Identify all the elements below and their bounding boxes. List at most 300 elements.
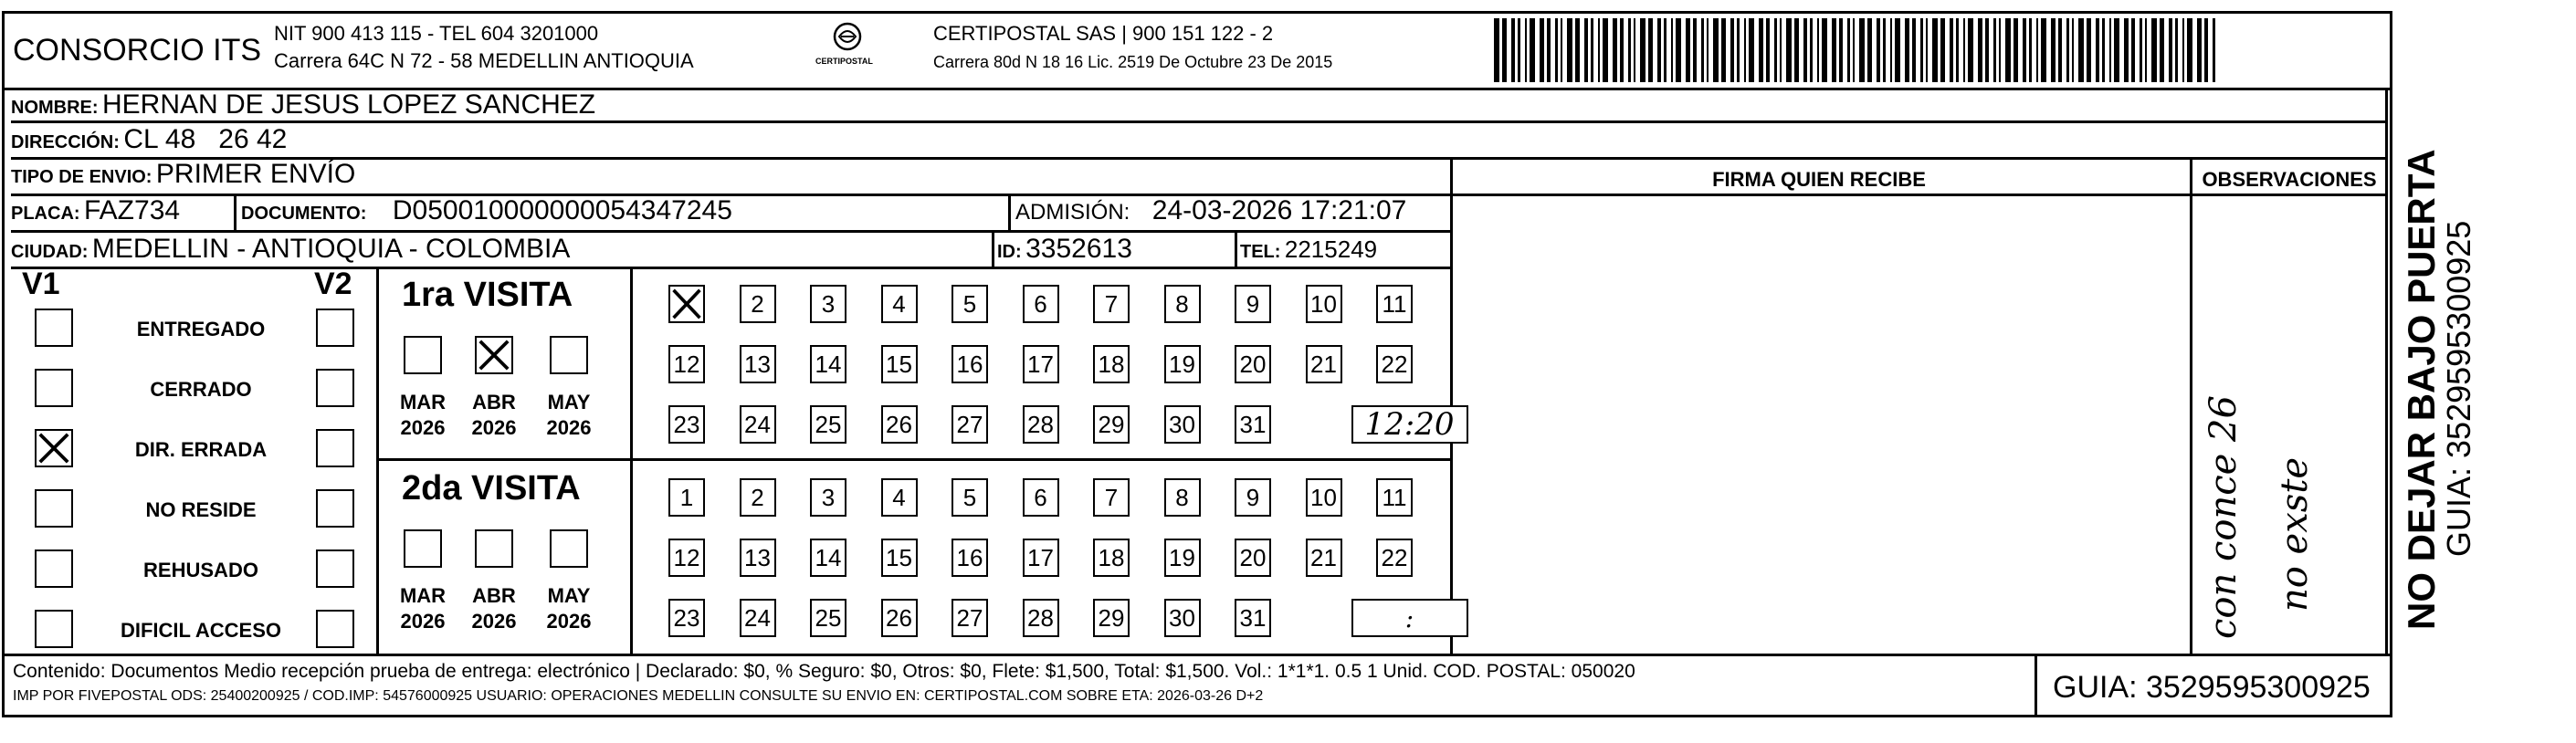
- observaciones-handwritten-1: con conce 26: [2203, 395, 2245, 639]
- v1-checkbox-1[interactable]: [35, 309, 73, 347]
- barcode-bar: [2036, 18, 2038, 82]
- barcode-bar: [2213, 18, 2215, 82]
- day-number: 20: [1239, 543, 1267, 571]
- visit-2-time-box[interactable]: [1351, 599, 1468, 637]
- barcode-bar: [1603, 18, 1608, 82]
- barcode-bar: [2029, 18, 2032, 82]
- barcode: [1490, 18, 2221, 82]
- barcode-bar: [1575, 18, 1580, 82]
- visit-2-month-label-1: MAR: [399, 584, 447, 607]
- visit-2-day-12[interactable]: [668, 539, 705, 577]
- tel-field: [1240, 235, 1377, 264]
- barcode-bar: [1511, 18, 1515, 82]
- visit-2-day-22[interactable]: [1376, 539, 1413, 577]
- barcode-bar: [1794, 18, 1799, 82]
- barcode-bar: [2058, 18, 2062, 82]
- visit-title-1: 1ra VISITA: [402, 276, 573, 314]
- barcode-bar: [2023, 18, 2026, 82]
- admision-label: ADMISIÓN:: [1015, 200, 1130, 225]
- v1-checkbox-5[interactable]: [35, 549, 73, 588]
- visit-2-month-label-3: MAY: [547, 584, 591, 607]
- visit-2-day-2[interactable]: [740, 478, 776, 517]
- day-number: 11: [1382, 483, 1407, 511]
- visit-2-year-label-1: 2026: [400, 610, 446, 633]
- id-value: 3352613: [1025, 234, 1132, 264]
- day-number: 15: [886, 350, 912, 378]
- footer-guia: GUIA: 3529595300925: [2053, 670, 2371, 705]
- visit-1-month-checkbox-3[interactable]: [550, 336, 588, 374]
- visit-2-day-31[interactable]: [1235, 599, 1271, 637]
- visit-1-day-11[interactable]: [1376, 285, 1413, 323]
- visit-1-day-5[interactable]: [952, 285, 988, 323]
- barcode-bar: [1978, 18, 1982, 82]
- barcode-bar: [2197, 18, 2202, 82]
- barcode-bar: [1502, 18, 1507, 82]
- visit-1-time-box[interactable]: [1351, 405, 1468, 444]
- barcode-bar: [2204, 18, 2208, 82]
- x-mark-icon: [477, 338, 511, 372]
- day-number: 29: [1098, 603, 1125, 632]
- barcode-bar: [1628, 18, 1631, 82]
- barcode-bar: [1920, 18, 1923, 82]
- row-divider-2: [11, 157, 2385, 160]
- barcode-bar: [1839, 18, 1843, 82]
- barcode-bar: [1518, 18, 1520, 82]
- barcode-bar: [2124, 18, 2129, 82]
- barcode-bar: [1832, 18, 1836, 82]
- day-number: 8: [1175, 289, 1189, 318]
- visit-1-month-label-3: MAY: [547, 391, 591, 413]
- visit-row-divider: [376, 458, 1450, 461]
- observaciones-left-border: [2190, 159, 2192, 654]
- v2-checkbox-6[interactable]: [316, 610, 354, 648]
- placa-label: PLACA:: [11, 204, 80, 224]
- barcode-bar: [1810, 18, 1813, 82]
- visit-1-day-20[interactable]: [1235, 345, 1271, 383]
- barcode-bar: [1786, 18, 1792, 82]
- barcode-bar: [1744, 18, 1746, 82]
- barcode-bar: [1759, 18, 1763, 82]
- visit-2-day-14[interactable]: [810, 539, 846, 577]
- admision-field: [1015, 195, 1406, 226]
- visit-2-day-4[interactable]: [881, 478, 918, 517]
- barcode-bar: [2072, 18, 2074, 82]
- barcode-bar: [1932, 18, 1938, 82]
- barcode-bar: [2051, 18, 2056, 82]
- barcode-bar: [1993, 18, 1996, 82]
- tipo-label: TIPO DE ENVIO:: [11, 167, 152, 187]
- day-number: 24: [744, 603, 771, 632]
- barcode-bar: [1540, 18, 1544, 82]
- certipostal-logo-text: CERTIPOSTAL: [815, 57, 873, 66]
- day-number: 2: [751, 483, 764, 511]
- v2-checkbox-2[interactable]: [316, 369, 354, 407]
- visit-1-day-23[interactable]: [668, 405, 705, 444]
- barcode-bar: [2078, 18, 2084, 82]
- barcode-bar: [1707, 18, 1709, 82]
- visit-1-day-14[interactable]: [810, 345, 846, 383]
- barcode-bar: [1634, 18, 1635, 82]
- visit-1-day-8[interactable]: [1164, 285, 1201, 323]
- day-number: 7: [1104, 483, 1119, 511]
- barcode-bar: [1713, 18, 1719, 82]
- barcode-bar: [1721, 18, 1726, 82]
- barcode-bar: [2005, 18, 2011, 82]
- barcode-bar: [2182, 18, 2184, 82]
- visit-2-day-11[interactable]: [1376, 478, 1413, 517]
- observaciones-label: OBSERVACIONES: [2202, 168, 2377, 191]
- visit-2-day-23[interactable]: [668, 599, 705, 637]
- company-nit: NIT 900 413 115 - TEL 604 3201000: [274, 22, 599, 45]
- day-number: 27: [956, 410, 983, 438]
- visit-1-day-18[interactable]: [1093, 345, 1130, 383]
- day-number: 14: [815, 543, 842, 571]
- visit-1-day-16[interactable]: [952, 345, 988, 383]
- data-right-border: [2385, 88, 2388, 654]
- barcode-bar: [1648, 18, 1653, 82]
- barcode-bar: [1494, 18, 1499, 82]
- barcode-bar: [1567, 18, 1572, 82]
- visit-1-day-9[interactable]: [1235, 285, 1271, 323]
- visit-time-value: 12:20: [1364, 406, 1455, 443]
- barcode-bar: [1640, 18, 1645, 82]
- day-number: 29: [1098, 410, 1125, 438]
- v2-header: V2: [314, 267, 352, 301]
- day-number: 31: [1239, 410, 1267, 438]
- barcode-bar: [1598, 18, 1600, 82]
- v1-header: V1: [22, 267, 60, 301]
- barcode-bar: [2175, 18, 2178, 82]
- barcode-bar: [2187, 18, 2192, 82]
- day-number: 12: [673, 350, 700, 378]
- visit-1-day-24[interactable]: [740, 405, 776, 444]
- barcode-bar: [2066, 18, 2069, 82]
- visit-1-day-15[interactable]: [881, 345, 918, 383]
- day-number: 1: [679, 483, 694, 511]
- visit-1-year-label-2: 2026: [471, 416, 517, 439]
- visit-2-day-29[interactable]: [1093, 599, 1130, 637]
- barcode-bar: [1530, 18, 1535, 82]
- row-divider-5: [11, 267, 1450, 269]
- barcode-bar: [2102, 18, 2105, 82]
- day-number: 17: [1027, 350, 1054, 378]
- v1-checkbox-3[interactable]: [35, 429, 73, 467]
- visit-2-day-5[interactable]: [952, 478, 988, 517]
- status-label-6: DIFICIL ACCESO: [120, 619, 281, 642]
- side-warning: NO DEJAR BAJO PUERTA: [2400, 149, 2443, 630]
- barcode-bar: [2109, 18, 2111, 82]
- day-number: 22: [1381, 543, 1408, 571]
- visit-1-day-25[interactable]: [810, 405, 846, 444]
- visit-2-day-16[interactable]: [952, 539, 988, 577]
- day-number: 3: [821, 483, 836, 511]
- ciudad-divider: [992, 232, 994, 267]
- visit-1-month-label-2: ABR: [472, 391, 516, 413]
- visit-1-day-1[interactable]: [668, 285, 705, 323]
- barcode-bar: [1664, 18, 1667, 82]
- visit-1-day-19[interactable]: [1164, 345, 1201, 383]
- visit-1-month-label-1: MAR: [399, 391, 447, 413]
- barcode-bar: [1701, 18, 1704, 82]
- row-divider-1: [11, 120, 2385, 123]
- id-field: [997, 234, 1132, 265]
- barcode-bar: [2041, 18, 2046, 82]
- barcode-bar: [2169, 18, 2172, 82]
- tel-label: TEL:: [1240, 242, 1281, 262]
- barcode-bar: [2145, 18, 2147, 82]
- company-name: CONSORCIO ITS: [13, 33, 262, 68]
- day-number: 25: [815, 603, 842, 632]
- visit-2-day-1[interactable]: [668, 478, 705, 517]
- barcode-bar: [1555, 18, 1558, 82]
- barcode-bar: [1561, 18, 1562, 82]
- visit-2-day-30[interactable]: [1164, 599, 1201, 637]
- day-number: 18: [1098, 350, 1125, 378]
- barcode-bar: [1968, 18, 1973, 82]
- visit-1-day-21[interactable]: [1306, 345, 1342, 383]
- visit-1-day-6[interactable]: [1023, 285, 1059, 323]
- barcode-bar: [2096, 18, 2099, 82]
- id-divider: [1235, 232, 1237, 267]
- v1-checkbox-4[interactable]: [35, 489, 73, 528]
- v1-checkbox-2[interactable]: [35, 369, 73, 407]
- id-label: ID:: [997, 242, 1022, 262]
- visit-1-day-31[interactable]: [1235, 405, 1271, 444]
- visit-1-month-checkbox-1[interactable]: [404, 336, 442, 374]
- day-number: 13: [744, 350, 771, 378]
- day-number: 9: [1246, 483, 1260, 511]
- barcode-bar: [2131, 18, 2135, 82]
- visit-2-month-label-2: ABR: [472, 584, 516, 607]
- visit-time-value: :: [1404, 602, 1414, 633]
- visit-2-day-7[interactable]: [1093, 478, 1130, 517]
- visit-2-day-13[interactable]: [740, 539, 776, 577]
- barcode-bar: [1940, 18, 1945, 82]
- day-number: 6: [1034, 483, 1047, 511]
- day-number: 15: [886, 543, 912, 571]
- day-number: 9: [1246, 289, 1260, 318]
- visit-2-day-27[interactable]: [952, 599, 988, 637]
- visit-1-day-26[interactable]: [881, 405, 918, 444]
- visit-2-day-28[interactable]: [1023, 599, 1059, 637]
- day-number: 22: [1381, 350, 1408, 378]
- status-label-3: DIR. ERRADA: [134, 438, 268, 461]
- visit-2-day-15[interactable]: [881, 539, 918, 577]
- status-label-4: NO RESIDE: [145, 498, 257, 521]
- barcode-bar: [1774, 18, 1777, 82]
- day-number: 5: [962, 483, 977, 511]
- day-number: 23: [673, 410, 700, 438]
- day-number: 20: [1239, 350, 1267, 378]
- day-number: 2: [751, 289, 764, 318]
- direccion-value: CL 48 26 42: [123, 124, 288, 154]
- visit-2-day-21[interactable]: [1306, 539, 1342, 577]
- day-number: 16: [956, 543, 983, 571]
- admision-value: 24-03-2026 17:21:07: [1151, 195, 1407, 225]
- barcode-bar: [1877, 18, 1880, 82]
- barcode-bar: [1883, 18, 1886, 82]
- barcode-bar: [1847, 18, 1850, 82]
- barcode-bar: [1905, 18, 1909, 82]
- day-number: 17: [1027, 543, 1054, 571]
- day-number: 13: [744, 543, 771, 571]
- visit-1-day-3[interactable]: [810, 285, 846, 323]
- visit-2-day-20[interactable]: [1235, 539, 1271, 577]
- barcode-bar: [1822, 18, 1827, 82]
- barcode-bar: [1766, 18, 1770, 82]
- barcode-bar: [2114, 18, 2119, 82]
- barcode-bar: [1999, 18, 2001, 82]
- day-number: 26: [886, 410, 912, 438]
- tel-value: 2215249: [1284, 235, 1378, 263]
- visit-1-day-7[interactable]: [1093, 285, 1130, 323]
- barcode-bar: [1693, 18, 1697, 82]
- v2-checkbox-3[interactable]: [316, 429, 354, 467]
- visit-2-day-9[interactable]: [1235, 478, 1271, 517]
- visit-2-year-label-3: 2026: [546, 610, 592, 633]
- barcode-bar: [2087, 18, 2091, 82]
- day-number: 31: [1239, 603, 1267, 632]
- barcode-bar: [1853, 18, 1855, 82]
- courier-name: CERTIPOSTAL SAS | 900 151 122 - 2: [933, 22, 1274, 45]
- v2-checkbox-1[interactable]: [316, 309, 354, 347]
- barcode-bar: [1950, 18, 1953, 82]
- v2-checkbox-5[interactable]: [316, 549, 354, 588]
- status-label-2: CERRADO: [150, 378, 252, 401]
- company-address: Carrera 64C N 72 - 58 MEDELLIN ANTIOQUIA: [274, 49, 694, 72]
- tipo-row: [11, 159, 355, 190]
- ciudad-label: CIUDAD:: [11, 242, 89, 262]
- visit-1-day-28[interactable]: [1023, 405, 1059, 444]
- nombre-label: NOMBRE:: [11, 98, 99, 118]
- visit-2-month-checkbox-1[interactable]: [404, 529, 442, 568]
- barcode-bar: [1584, 18, 1588, 82]
- observaciones-handwritten-2: no exste: [2274, 456, 2316, 612]
- barcode-bar: [2013, 18, 2018, 82]
- day-number: 19: [1169, 350, 1195, 378]
- visit-1-day-13[interactable]: [740, 345, 776, 383]
- barcode-bar: [1620, 18, 1624, 82]
- visit-2-year-label-2: 2026: [471, 610, 517, 633]
- firma-label: FIRMA QUIEN RECIBE: [1712, 168, 1926, 191]
- barcode-bar: [2160, 18, 2164, 82]
- visit-1-day-2[interactable]: [740, 285, 776, 323]
- ciudad-value: MEDELLIN - ANTIOQUIA - COLOMBIA: [91, 234, 571, 264]
- day-number: 25: [815, 410, 842, 438]
- visit-1-day-4[interactable]: [881, 285, 918, 323]
- tipo-value: PRIMER ENVÍO: [155, 159, 356, 189]
- visit-1-day-17[interactable]: [1023, 345, 1059, 383]
- visit-2-day-26[interactable]: [881, 599, 918, 637]
- barcode-bar: [2140, 18, 2142, 82]
- placa-value: FAZ734: [84, 195, 181, 225]
- v1-checkbox-6[interactable]: [35, 610, 73, 648]
- nombre-value: HERNAN DE JESUS LOPEZ SANCHEZ: [102, 89, 596, 120]
- documento-field: [241, 195, 732, 226]
- visit-2-day-25[interactable]: [810, 599, 846, 637]
- day-number: 8: [1175, 483, 1189, 511]
- visit-1-day-22[interactable]: [1376, 345, 1413, 383]
- visit-2-day-19[interactable]: [1164, 539, 1201, 577]
- day-number: 16: [956, 350, 983, 378]
- visit-2-month-checkbox-2[interactable]: [475, 529, 513, 568]
- day-number: 28: [1027, 410, 1054, 438]
- footer-line1: Contenido: Documentos Medio recepción prueba de entrega: electrónico | Declarado: $0, % Seguro: $0, Otros: $0, Flete: $1,500, Total: $1,500. Vol.: 1*1*1. 0.5 1 Unid. COD. POSTAL: 050020: [13, 661, 1635, 682]
- visit-2-month-checkbox-3[interactable]: [550, 529, 588, 568]
- visit-1-day-30[interactable]: [1164, 405, 1201, 444]
- barcode-bar: [1912, 18, 1916, 82]
- footer-guia-divider: [2035, 654, 2037, 717]
- barcode-bar: [1671, 18, 1673, 82]
- barcode-bar: [1890, 18, 1892, 82]
- visit-1-day-12[interactable]: [668, 345, 705, 383]
- barcode-bar: [1895, 18, 1900, 82]
- barcode-bar: [1926, 18, 1928, 82]
- visit-2-day-18[interactable]: [1093, 539, 1130, 577]
- placa-divider: [234, 195, 237, 230]
- barcode-bar: [1730, 18, 1734, 82]
- barcode-bar: [1686, 18, 1690, 82]
- barcode-bar: [2151, 18, 2157, 82]
- visit-2-day-17[interactable]: [1023, 539, 1059, 577]
- barcode-bar: [1859, 18, 1865, 82]
- status-label-1: ENTREGADO: [136, 318, 266, 340]
- v2-checkbox-4[interactable]: [316, 489, 354, 528]
- courier-license: Carrera 80d N 18 16 Lic. 2519 De Octubre 23 De 2015: [933, 53, 1333, 71]
- day-number: 30: [1169, 603, 1195, 632]
- day-number: 10: [1310, 289, 1337, 318]
- barcode-bar: [1956, 18, 1959, 82]
- visit-1-day-27[interactable]: [952, 405, 988, 444]
- day-number: 14: [815, 350, 842, 378]
- visit-2-day-10[interactable]: [1306, 478, 1342, 517]
- visit-2-day-24[interactable]: [740, 599, 776, 637]
- day-number: 4: [892, 289, 906, 318]
- day-number: 28: [1027, 603, 1054, 632]
- barcode-bar: [1803, 18, 1807, 82]
- day-number: 12: [673, 543, 700, 571]
- day-number: 11: [1382, 289, 1407, 318]
- day-number: 27: [956, 603, 983, 632]
- x-mark-icon: [670, 287, 703, 321]
- direccion-row: [11, 124, 287, 155]
- day-number: 5: [962, 289, 977, 318]
- side-guia: GUIA: 3529595300925: [2440, 220, 2477, 557]
- day-number: 18: [1098, 543, 1125, 571]
- day-number: 4: [892, 483, 906, 511]
- x-mark-icon: [37, 431, 71, 466]
- barcode-bar: [1613, 18, 1617, 82]
- visit-1-day-10[interactable]: [1306, 285, 1342, 323]
- visit-2-day-8[interactable]: [1164, 478, 1201, 517]
- day-number: 19: [1169, 543, 1195, 571]
- day-number: 23: [673, 603, 700, 632]
- barcode-bar: [1525, 18, 1527, 82]
- visit-2-day-6[interactable]: [1023, 478, 1059, 517]
- barcode-bar: [1676, 18, 1681, 82]
- documento-divider: [1008, 195, 1011, 230]
- day-number: 30: [1169, 410, 1195, 438]
- visit-1-year-label-1: 2026: [400, 416, 446, 439]
- visit-1-day-29[interactable]: [1093, 405, 1130, 444]
- barcode-bar: [1817, 18, 1819, 82]
- visit-1-month-checkbox-2[interactable]: [475, 336, 513, 374]
- visit-2-day-3[interactable]: [810, 478, 846, 517]
- documento-label: DOCUMENTO:: [241, 204, 367, 224]
- barcode-bar: [1737, 18, 1740, 82]
- day-number: 3: [821, 289, 836, 318]
- direccion-label: DIRECCIÓN:: [11, 132, 120, 152]
